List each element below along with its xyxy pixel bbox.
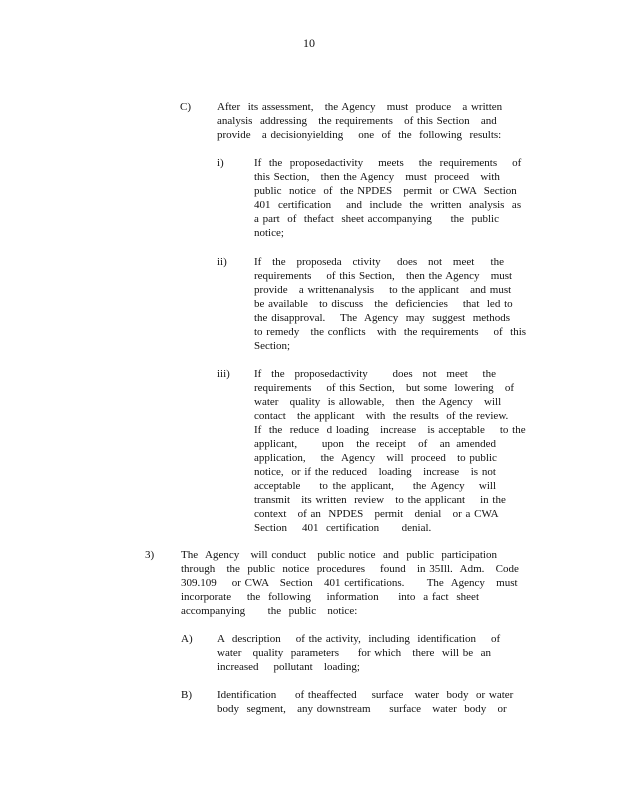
text-line: notice, or if the reduced loading increase is not <box>254 466 496 478</box>
text-line: requirements of this Section, but some lowering of <box>254 382 515 394</box>
text-line: If the reduce d loading increase is acceptable to the <box>254 424 526 436</box>
page-number: 10 <box>303 36 315 50</box>
text-line: provide a writtenanalysis to the applicant and must <box>254 284 512 296</box>
text-line: notice; <box>254 227 284 239</box>
item-c-ii-marker: ii) <box>217 256 227 268</box>
text-line: If the proposedactivity does not meet the <box>254 368 496 380</box>
text-line: to remedy the conflicts with the requirements of this <box>254 326 527 338</box>
item-3-marker: 3) <box>145 549 155 561</box>
text-line: incorporate the following information into a fact sheet <box>181 591 479 603</box>
text-line: applicant, upon the receipt of an amended <box>254 438 496 450</box>
text-line: this Section, then the Agency must proceed with <box>254 171 500 183</box>
item-3-a-marker: A) <box>181 633 193 645</box>
text-line: application, the Agency will proceed to public <box>254 452 497 464</box>
text-line: The Agency will conduct public notice and public participation <box>181 549 497 561</box>
text-line: A description of the activity, including identification of <box>217 633 501 645</box>
text-line: provide a decisionyielding one of the following results: <box>217 129 502 141</box>
item-c-i-text <box>254 156 522 240</box>
item-c-ii-text <box>254 255 527 353</box>
item-3-a-text <box>217 632 501 674</box>
text-line: the disapproval. The Agency may suggest methods <box>254 312 510 324</box>
item-3-text <box>181 548 519 618</box>
item-c-marker: C) <box>180 101 191 113</box>
text-line: increased pollutant loading; <box>217 661 360 673</box>
item-c-iii-text <box>254 367 526 535</box>
text-line: 309.109 or CWA Section 401 certifications. The Agency must <box>181 577 518 589</box>
text-line: analysis addressing the requirements of this Section and <box>217 115 497 127</box>
item-c-i-marker: i) <box>217 157 224 169</box>
text-line: contact the applicant with the results of the review. <box>254 410 509 422</box>
text-line: transmit its written review to the applicant in the <box>254 494 506 506</box>
text-line: water quality parameters for which there will be an <box>217 647 492 659</box>
text-line: If the proposedactivity meets the requirements of <box>254 157 522 169</box>
text-line: a part of thefact sheet accompanying the public <box>254 213 499 225</box>
text-line: Section 401 certification denial. <box>254 522 432 534</box>
item-3-b-text <box>217 688 514 716</box>
text-line: acceptable to the applicant, the Agency will <box>254 480 496 492</box>
text-line: requirements of this Section, then the Agency must <box>254 270 513 282</box>
item-c-text <box>217 100 503 142</box>
text-line: body segment, any downstream surface water body or <box>217 703 507 715</box>
text-line: water quality is allowable, then the Agency will <box>254 396 502 408</box>
text-line: Identification of theaffected surface water body or water <box>217 689 514 701</box>
text-line: 401 certification and include the written analysis as <box>254 199 522 211</box>
text-line: accompanying the public notice: <box>181 605 358 617</box>
text-line: public notice of the NPDES permit or CWA Section <box>254 185 517 197</box>
text-line: through the public notice procedures found in 35Ill. Adm. Code <box>181 563 519 575</box>
text-line: Section; <box>254 340 291 352</box>
text-line: context of an NPDES permit denial or a CWA <box>254 508 499 520</box>
item-c-iii-marker: iii) <box>217 368 230 380</box>
item-3-b-marker: B) <box>181 689 192 701</box>
text-line: After its assessment, the Agency must produce a written <box>217 101 503 113</box>
text-line: If the proposeda ctivity does not meet the <box>254 256 504 268</box>
text-line: be available to discuss the deficiencies that led to <box>254 298 513 310</box>
